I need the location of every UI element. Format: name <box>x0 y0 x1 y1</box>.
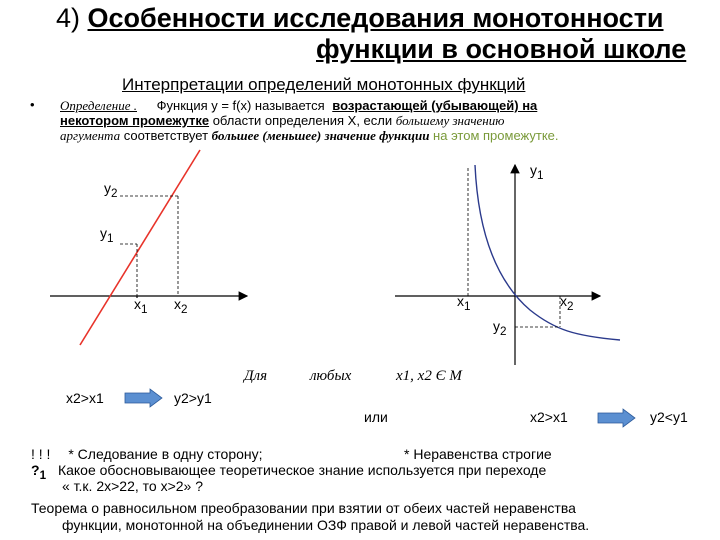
left-y1-label: $y_1$ <box>100 225 114 245</box>
right-y2-label: $y_2$ <box>493 318 507 338</box>
left-graph <box>50 150 247 345</box>
right-graph <box>395 165 620 365</box>
definition-term: Определение . <box>60 98 137 113</box>
title-number: 4) <box>56 3 81 33</box>
left-x1-label: $x_1$ <box>134 296 148 316</box>
definition-italic2: аргумента <box>60 128 121 143</box>
dlya-text: Для <box>244 368 268 384</box>
exclamation-marks: ! ! ! <box>31 446 51 462</box>
definition-part3: соответствует <box>123 128 209 143</box>
right-blue-curve <box>475 165 620 340</box>
vars-text: x1, x2 Є M <box>396 368 462 384</box>
definition-part1: Функция y = f(x) называется <box>156 98 325 113</box>
title-line1: Особенности исследования монотонности <box>87 3 664 33</box>
left-result: y2>y1 <box>174 390 212 406</box>
theorem-line2: функции, монотонной на объединении ОЗФ правой и левой частей неравенства. <box>62 517 590 533</box>
definition-part2: области определения X, если <box>212 113 393 128</box>
title-line2: функции в основной школе <box>316 34 687 64</box>
right-y1-label: $y_1$ <box>530 162 544 182</box>
definition-italic3: большее (меньшее) значение функции <box>211 128 430 143</box>
right-result: y2<y1 <box>650 409 688 425</box>
right-implication-arrow <box>598 409 635 427</box>
question-text: Какое обосновывающее теоретическое знание используется при переходе <box>57 462 547 478</box>
definition-green: на этом промежутке. <box>433 128 559 143</box>
left-y2-label: $y_2$ <box>104 180 118 200</box>
bullet: • <box>30 97 35 112</box>
definition-bold1: возрастающей (убывающей) на <box>332 98 538 113</box>
definition-bold2: некотором промежутке <box>60 113 210 128</box>
note-strict: * Неравенства строгие <box>404 446 552 462</box>
question-line: $?_1$ Какое обосновывающее теоретическое знание используется при переходе <box>31 462 547 482</box>
notes-line1 <box>31 446 263 462</box>
right-condition: x2>x1 <box>530 409 568 425</box>
subtitle: Интерпретации определений монотонных функций <box>122 75 526 94</box>
ili-text: или <box>364 409 388 425</box>
note-one-direction: * Следование в одну сторону; <box>68 446 263 462</box>
definition-italic1: большему значению <box>395 113 505 128</box>
right-x2-label: $x_2$ <box>560 293 574 313</box>
theorem-line1: Теорема о равносильном преобразовании при взятии от обеих частей неравенства <box>31 500 576 516</box>
left-condition: x2>x1 <box>66 390 104 406</box>
left-x2-label: $x_2$ <box>174 296 188 316</box>
right-x1-label: $x_1$ <box>457 293 471 313</box>
lyubykh-text: любых <box>310 368 352 384</box>
left-implication-arrow <box>125 389 162 407</box>
question-line2: « т.к. 2x>22, то x>2» ? <box>62 478 203 494</box>
